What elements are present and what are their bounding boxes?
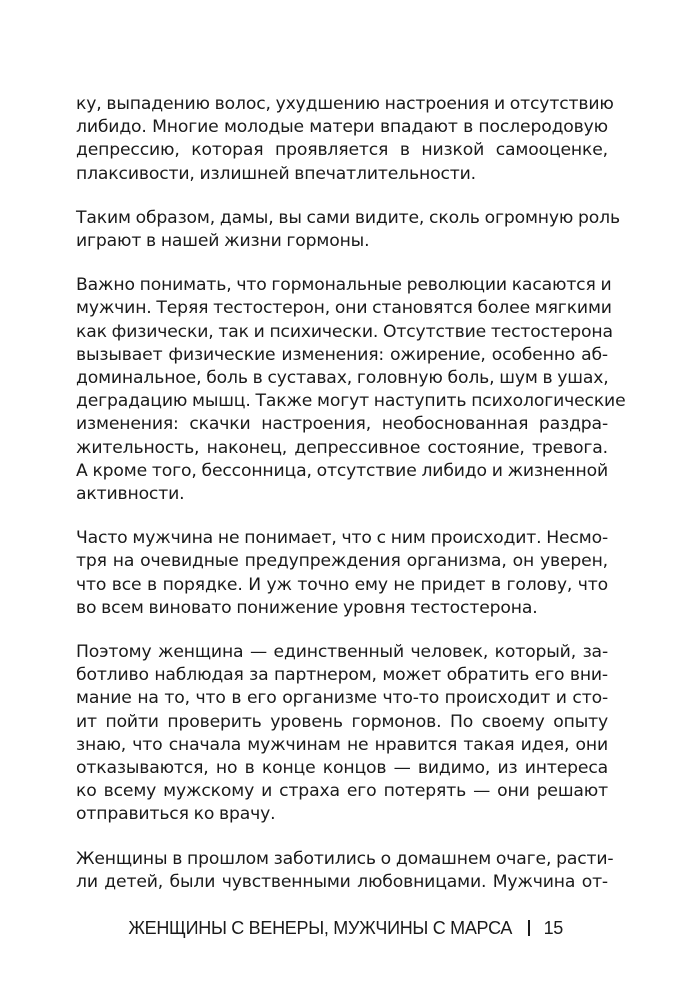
text-line: Таким образом, дамы, вы сами видите, сколь огромную роль [76, 207, 620, 228]
text-line: либидо. Многие молодые матери впадают в послеродовую [76, 117, 608, 138]
text-line: мужчин. Теряя тестостерон, они становятся более мягкими [76, 298, 612, 319]
text-line: знаю, что сначала мужчинам не нравится такая идея, они [76, 734, 608, 755]
text-line: ит пойти проверить уровень гормонов. По своему опыту [76, 711, 608, 732]
text-line: во всем виновато понижение уровня тестостерона. [76, 597, 538, 618]
text-line: активности. [76, 484, 185, 505]
page-number: 15 [543, 918, 563, 938]
text-line: отправиться ко врачу. [76, 804, 276, 825]
text-line: Женщины в прошлом заботились о домашнем очаге, расти- [76, 848, 614, 869]
text-line: отказываются, но в конце концов — видимо, из интереса [76, 758, 608, 779]
text-line: доминальное, боль в суставах, головную боль, шум в ушах, [76, 368, 609, 389]
footer-divider [528, 920, 530, 936]
text-line: ботливо наблюдая за партнером, может обратить его вни- [76, 665, 608, 686]
text-line: ко всему мужскому и страха его потерять — они решают [76, 781, 608, 802]
text-line: тря на очевидные предупреждения организма, он уверен, [76, 551, 608, 572]
text-line: что все в порядке. И уж точно ему не придет в голову, что [76, 574, 608, 595]
page-footer [128, 918, 563, 939]
text-line: Важно понимать, что гормональные революции касаются и [76, 275, 612, 296]
page-body [76, 93, 626, 915]
running-title: ЖЕНЩИНЫ С ВЕНЕРЫ, МУЖЧИНЫ С МАРСА [128, 918, 513, 938]
text-line: Часто мужчина не понимает, что с ним происходит. Несмо- [76, 528, 608, 549]
text-line: изменения: скачки настроения, необоснованная раздра- [76, 414, 608, 435]
text-line: Поэтому женщина — единственный человек, который, за- [76, 642, 608, 663]
text-line: как физически, так и психически. Отсутствие тестостерона [76, 321, 613, 342]
paragraph [76, 848, 614, 894]
text-line: жительность, наконец, депрессивное состояние, тревога. [76, 437, 608, 458]
paragraph [76, 207, 620, 253]
paragraph [76, 641, 608, 827]
text-line: А кроме того, бессонница, отсутствие либидо и жизненной [76, 460, 608, 481]
paragraph [76, 527, 608, 620]
text-line: ли детей, были чувственными любовницами. Мужчина от- [76, 871, 608, 892]
paragraph [76, 274, 626, 506]
text-line: мание на то, что в его организме что-то происходит и сто- [76, 688, 608, 709]
text-line: играют в нашей жизни гормоны. [76, 231, 370, 252]
paragraph [76, 93, 614, 186]
text-line: вызывает физические изменения: ожирение, особенно аб- [76, 344, 608, 365]
text-line: ку, выпадению волос, ухудшению настроения и отсутствию [76, 94, 614, 114]
text-line: деградацию мышц. Также могут наступить психологические [76, 391, 626, 412]
text-line: депрессию, которая проявляется в низкой самооценке, [76, 140, 608, 161]
text-line: плаксивости, излишней впечатлительности. [76, 163, 476, 184]
